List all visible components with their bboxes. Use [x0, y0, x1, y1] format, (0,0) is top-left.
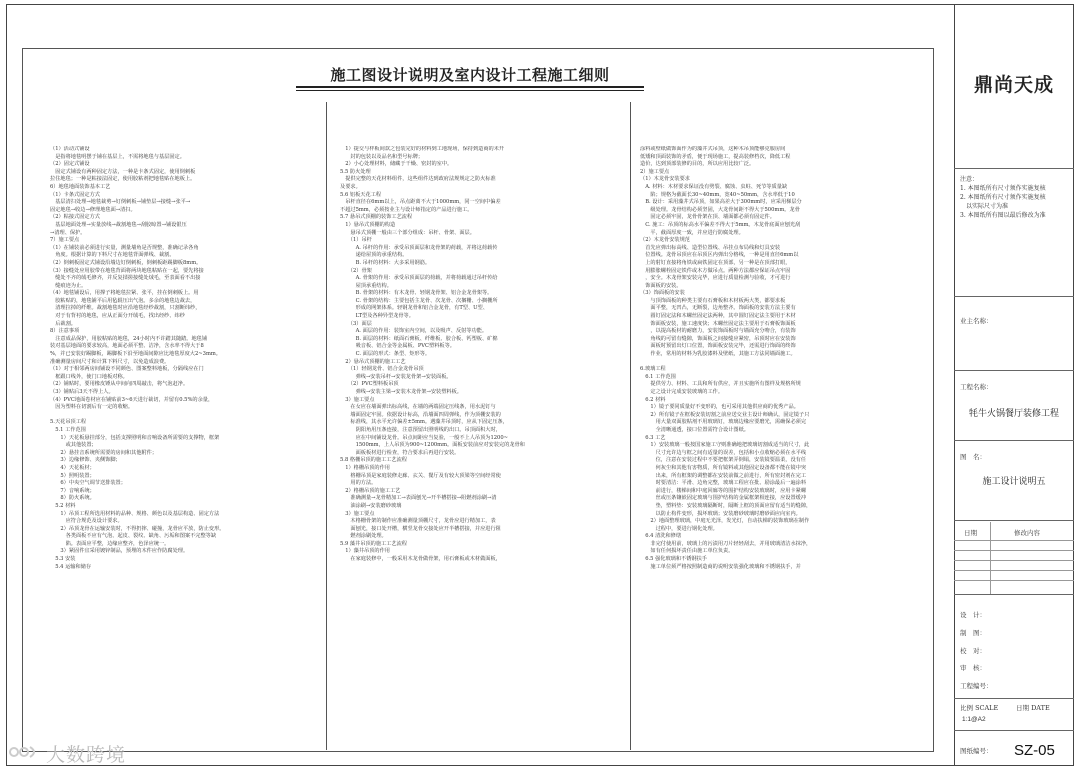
text-line: 缝痕迹为止。 [50, 282, 87, 289]
text-line: （1）活动式铺设 [50, 146, 90, 152]
text-line: 前进行，楼梯间和中庭回廊等的围护结构安装玻璃时，应用卡紧螺 [640, 487, 807, 494]
text-line: 5.5 防火处理 [340, 168, 371, 175]
text-line: （1）吊杆 [340, 237, 372, 244]
text-line: 缝处不齐的绒毛修齐，并反复揉搓接缝处绒毛，至表面看不出接 [50, 275, 201, 282]
text-line: 弹线→安装主梁→安装木龙骨架→安装塑料板。 [340, 389, 462, 395]
text-line: 用大量双面胶粘剂不用玻璃钉，玻璃边缘应要磨光，需确保必须完 [640, 419, 807, 426]
drawing-label: 图 名： [960, 453, 986, 461]
text-line: 何灰尘和其他有害物质，所有镜料或其他固定设备都不能在镜中突 [640, 464, 807, 471]
text-line: 时要清洁：平滑、边角完整，玻璃工程应在批、励涂最后一遍涂料 [640, 480, 807, 487]
text-line: 2）施工要点 [640, 168, 670, 175]
audit-label: 审 核： [960, 664, 986, 672]
text-line: （1）在铺装前必须进行实量，测量墙角是否规整，准确记录各角 [50, 244, 199, 251]
text-line: 2）悬挂音系统所需要的房间和其他附件； [50, 449, 158, 456]
text-line: 8）防火系统。 [50, 495, 95, 502]
watermark-text: 大数跨境 [46, 744, 127, 766]
project-name: 牦牛火锅餐厅装修工程 [968, 409, 1059, 419]
text-line: （3）面层 [340, 320, 372, 327]
text-line: 拉住地毯；一种是粘接法固定，使用胶粘剂把地毯贴在地板上。 [50, 176, 196, 183]
text-line: B. 吊杆的材料：大多采用钢筋。 [340, 259, 431, 266]
text-line: （4）地毯铺设后，用撑子将地毯拉紧、张平，挂在倒刺板上。用 [50, 290, 199, 297]
text-line: 定之设计完成安装玻璃的工作。 [640, 389, 724, 395]
text-line: 6.5 强化玻璃和不锈钢扶手 [640, 556, 707, 563]
text-line: （2）骨架 [340, 267, 372, 274]
text-line: （2）粘接式固定方式 [50, 214, 100, 221]
text-line: （4）PVC地面卷材应在铺贴前3~6天进行裁切，并留有0.5%的余量， [50, 396, 214, 403]
date-en-label: 日期 DATE [1016, 704, 1050, 712]
text-line: 封的包装以及品名和型号标牌； [340, 153, 424, 160]
text-line: 作业，常用的材料为乳胶漆料及壁纸，其施工方法同墙面施工。 [640, 351, 796, 358]
text-line: （2）铺贴时，要用橡皮锤从中间向四周敲击，将气泡赶净。 [50, 381, 189, 388]
text-line: ，以提高板材的耐磨力，安装饰面板时与墙面充分吻合，有装饰 [640, 328, 796, 335]
text-column-1 [50, 146, 322, 571]
text-line: 屋顶承重结构。 [340, 282, 392, 289]
text-line: 后裁割。 [50, 320, 76, 327]
text-line: 陷。表面应平整，边缘应整齐，色泽应统一。 [50, 540, 170, 547]
text-line: 级处理。龙骨结构必须坚固，大龙骨间距不得大于500mm。龙骨 [640, 206, 800, 213]
text-line: A. 材料：木材要求保证没有劈裂、腐蚀、虫蛀、死节等质量缺 [640, 183, 788, 190]
text-line: 饰面板安装，施工速度快；木螺丝固定法主要用于石膏板饰面板 [640, 320, 796, 327]
text-line: 角线的可留有缝隙，饰面板之间接缝应紧密，吊顶时应在安装饰 [640, 335, 796, 342]
revision-row [954, 540, 1074, 541]
text-line: 1）格栅吊顶的作用 [340, 464, 390, 471]
text-line: 是指将地毯明摆于铺在基层上，不需将地毯与基层固定。 [50, 153, 185, 160]
draw-label: 制 图： [960, 629, 986, 637]
text-line: 用的方法。 [340, 480, 377, 487]
revision-row [954, 570, 1074, 571]
text-line: 格栅吊顶是家庭装修走廊、玄关、餐厅及有较大顶梁等空间经常使 [340, 472, 501, 479]
text-line: 形成的网架体系。轻钢龙骨和铝合金龙骨，有T型、U型、 [340, 305, 488, 312]
text-line: ，安全。木龙骨架安装完毕，应进行质量检测与验收，才可进行 [640, 275, 791, 282]
text-line: 2）悬吊式顶棚的施工工艺 [340, 358, 406, 365]
title-block-divider [954, 594, 1074, 595]
text-line: 5）照明装置； [50, 472, 95, 479]
text-line: A. 面层的作用：装饰室内空间，以及吸声、反射等功能。 [340, 328, 488, 335]
text-line: 2）小心处理材料，储藏于干燥、密封的室中。 [340, 161, 453, 168]
text-line: 不超过5mm，必须按业主与设计师指定的产品进行施工。 [340, 206, 473, 213]
text-line: 非完付使用前，玻璃上的污渍用刀片轻轻刮去，并用玻璃清洁水抹净， [640, 540, 812, 547]
title-block-divider [954, 168, 1074, 169]
text-line: 面板时预留出灯口位置，饰面板安装完毕，还需进行饰面的终饰 [640, 343, 796, 350]
text-line: 提供完整的天花材料组件，这些组件达到政府法规规定之防火标准 [340, 176, 496, 183]
text-line: 如有任何损坏责任由施工单位负责。 [640, 548, 734, 555]
company-name: 鼎尚天成 [973, 74, 1054, 96]
scale-label: 比例 SCALE [960, 704, 999, 712]
text-line: 1）吊顶工程所选用材料的品种、规格、颜色以及基层构造、固定方法 [50, 510, 220, 517]
text-line: 注意成品保护，用胶粘贴的地毯，24小时内不许踏其随踏。地毯铺 [50, 335, 208, 342]
text-line: C. 施工：吊顶的标高水平偏差不得大于5mm。木龙骨底面应刨光刮 [640, 221, 801, 228]
text-line: 提供劳力、材料、工具和所有供应，并且实施所有图样及规格所规 [640, 381, 801, 388]
text-line: LT型及各种异型龙骨等。 [340, 313, 414, 320]
text-line: 1）安装玻璃一般按国家施工守则准确地把玻璃切割成适当的尺寸，此 [640, 442, 810, 449]
text-line: 施工单位须严格按照制造商的说明安装强化玻璃和不锈钢扶手，并 [640, 563, 801, 570]
text-line: 及要求。 [340, 183, 361, 190]
text-line: 丝或压条镶嵌固定玻璃与围护结构的金属框架相连接，应设置缓冲 [640, 495, 807, 502]
text-line: 6.3 工艺 [640, 434, 666, 441]
text-line: 在女应在墙面弹出标高线，在墙的两端固定压线条，用水泥钉与 [340, 404, 496, 411]
text-line: 5.1 工作范围 [50, 426, 86, 433]
title-block-divider [954, 520, 1074, 521]
text-line: 垫，塑料垫：安装玻璃隔断时，隔断上框的顶面应留有适当的缝隙， [640, 502, 812, 509]
text-line: 标准线，其水平允许偏差±5mm。遇藻井吊顶时，应从下固定压条， [340, 419, 508, 426]
text-line: 面刨光，接口处开槽，横竖龙骨交接处应开半槽搭接，并应进行阻 [340, 525, 501, 532]
text-line: 6.玻璃工程 [640, 366, 666, 373]
text-line: C. 面层的形式：条型、矩形等。 [340, 351, 431, 358]
text-line: 装对基层地面的要求较高，地面必须平整、洁净，含水率不得大于8 [50, 343, 204, 350]
sheet-no-label: 图纸编号： [960, 747, 993, 755]
text-line: 首先应弹出标高线、造型位置线、吊挂点布局线和灯具安装 [640, 244, 781, 251]
text-line: 6）中央空气调节送排装置； [50, 480, 126, 487]
note-item: 1. 本图纸所有尺寸须作实施复核 [960, 185, 1046, 192]
text-line: C. 骨架的结构：主要包括主龙骨、次龙骨、次搁栅、小搁栅所 [340, 297, 498, 304]
text-line: 上的射钉直接将角铁或扁铁固定在顶部，另一种是在顶部打眼， [640, 259, 791, 266]
text-line: 或其他装置； [50, 442, 97, 449]
text-line: 位，注意在安装过程中不要把框架弄倒塌，安装镜要温柔，没有任 [640, 457, 807, 464]
check-label: 校 对： [960, 647, 986, 655]
text-line: 6.4 清洗和修缮 [640, 533, 682, 540]
text-line: 1）提交与样板间款之包装完好的材料到工地现场，保持到造商的未开 [340, 146, 505, 152]
text-line: 低矮和顶面装饰的矛盾，便于现场施工，提高装修档次，降低工程 [640, 153, 791, 160]
text-line: 墙面固定牢固。依据设计标高，沿墙面四周弹线，作为顶棚安装的 [340, 411, 501, 418]
text-line: （1）卡条式固定方式 [50, 191, 100, 198]
text-line: 框跟口线外，使门口地板对称。 [50, 373, 128, 380]
date-header: 日期 [964, 529, 977, 537]
text-line: 涂料或壁纸做饰面作为的藻井式吊顶，这种木吊顶能够克服房间 [640, 146, 786, 152]
text-line: 应符合规范及设计要求。 [50, 518, 123, 525]
text-line: 1）藻井吊顶的作用 [340, 548, 390, 555]
text-line: 5.8 格栅吊顶的施工工艺流程 [340, 457, 407, 464]
text-line: 弹线→安装吊杆→安装龙骨架→安装面板。 [340, 373, 452, 380]
watermark-logo-icon [8, 741, 42, 763]
text-line: 用膨胀螺栓固定铁件或木方做吊点。两种方法都应保证吊点牢固 [640, 267, 791, 274]
note-item: 3. 本图纸所有图以最后修改为准 [960, 212, 1046, 219]
text-line: 2）地面整理玻璃，中庭无光泽，发光灯，自动扶梯的装饰玻璃在制作 [640, 518, 810, 525]
text-line: 3）边缘修饰、夹侧饰脚； [50, 457, 121, 464]
revision-row [954, 560, 1074, 561]
text-line: 陷；规格为截面长30~40mm，宽40~50mm，含水率低于10 [640, 191, 795, 198]
text-line: 全清晰通透，接口位置需符合设计图纸。 [640, 426, 749, 433]
text-line: 递给屋顶的承重结构。 [340, 252, 408, 259]
title-block-divider [954, 440, 1074, 441]
scale-value: 1:1@A2 [962, 716, 986, 723]
text-line: 清理拉掉的纤维。裁割地毯时应沿地毯经纱裁割，只割断纬纱， [50, 305, 201, 312]
note-item: 2. 本图纸所有尺寸须作实施复核 [960, 194, 1046, 201]
text-line: 燃剂涂刷处理。 [340, 533, 387, 540]
text-line: 2）吊顶龙骨在运输安装时，不得扔摔、碰撞，龙骨应平放，防止变形。 [50, 525, 225, 532]
text-line: 1）镜子要同质量好不变形的，也可采用其他供应商的优秀产品。 [640, 404, 799, 411]
column-divider [630, 102, 631, 750]
design-label: 设 计： [960, 611, 986, 619]
text-line: 应在中间铺设龙骨。吊点间距应当复验，一般不上人吊顶为1200~ [340, 434, 508, 441]
text-line: 对于有背衬的地毯，应从正面分开绒毛，找出经纱、纬纱 [50, 313, 185, 320]
text-line: 8）注意事项 [50, 328, 80, 335]
text-line: 6）地毯地面装饰基本工艺 [50, 183, 111, 190]
text-line: 角度。根据计算的下料尺寸在地毯背面弹线、裁割。 [50, 252, 175, 259]
text-line: 5.天花吊顶工程 [50, 419, 87, 426]
text-line [50, 412, 322, 420]
text-line: 准确测量房间尺寸和计算下料尺寸，以免造成浪费。 [50, 358, 170, 365]
title-block-divider [954, 730, 1074, 731]
text-line: 5.2 材料 [50, 502, 76, 509]
text-line: 悬吊式顶棚一般由三个部分组成：吊杆、骨架、面层。 [340, 229, 475, 236]
text-line: 5.7 悬吊式顶棚的装饰工艺流程 [340, 214, 413, 221]
text-line: 出来，所有框架的调整都在安装前做之前进行，所有密封剂在完工 [640, 472, 807, 479]
text-line: 饰面板的安装。 [640, 282, 682, 289]
project-no-label: 工程编号： [960, 682, 993, 690]
text-line: （3）接缝处应用胶带在地毯背面将两块地毯粘贴在一起，要先将接 [50, 267, 204, 274]
text-line: 7）施工要点 [50, 237, 80, 244]
text-line: 3）施工要点 [340, 510, 375, 517]
text-line: 7）音响系统； [50, 487, 95, 494]
title-underline [296, 86, 644, 88]
revision-header: 修改内容 [1014, 529, 1040, 537]
text-line: 1500mm，上人吊顶为900~1200mm。面板安装前应对安装完的龙骨和 [340, 442, 525, 449]
notes-title: 注意： [960, 176, 979, 183]
text-line: 5.3 安装 [50, 556, 76, 563]
text-line: 3）施工要点 [340, 396, 375, 403]
text-line: →清理、保护。 [50, 229, 86, 236]
text-line: 5.6 铝板天花工程 [340, 191, 382, 198]
text-line: （2）木龙骨安装规范 [640, 237, 690, 244]
text-line: （3）铺贴后3天不得上人。 [50, 389, 114, 395]
text-line: （1）轻钢龙骨、铝合金龙骨吊顶 [340, 366, 424, 373]
text-line: 过程中，要进行钢化处理。 [640, 525, 718, 532]
text-line: 以防止构件变形，损坏玻璃；安装磨砂玻璃时磨砂面应向室内。 [640, 510, 801, 517]
text-line: 胶粘贴的，地毯铺平后用毡辊压出气泡。多余的地毯边裁去， [50, 297, 196, 304]
revision-row [954, 580, 1074, 581]
text-line: 造价，达到顶部装修的目的，所以应用比较广泛。 [640, 161, 755, 168]
title-block-divider [954, 698, 1074, 699]
text-line: 圆钉固定法和木螺丝固定法两种，其中圆钉固定法主要用于木材 [640, 313, 796, 320]
text-line: （3）饰面板的安装 [640, 290, 685, 297]
text-line: 油涂刷→安装磨砂玻璃 [340, 502, 402, 509]
text-line: B. 骨架的材料：有木龙骨、轻钢龙骨架、铝合金龙骨架等。 [340, 290, 493, 297]
title-block-divider [954, 370, 1074, 371]
owner-label: 业主名称： [960, 317, 993, 325]
title-underline-thin [296, 90, 644, 91]
text-line: 与顶饰面板的种类主要有石膏板和木材板两大类，都要求板 [640, 297, 786, 304]
text-line: 平，截面厚度一致，并应进行防腐处理。 [640, 229, 744, 236]
text-line: 1）天花板悬挂部分，包括支撑照明和音响设备所需要的支撑物，框架 [50, 434, 220, 441]
text-line: 4）天花板材； [50, 464, 95, 471]
text-line: 尺寸允许边与框之间有适量的误差，包括和小点收缩必须在水平线 [640, 449, 807, 456]
text-line: 1）悬吊式顶棚的构造 [340, 221, 396, 228]
sheet-number: SZ-05 [1014, 742, 1055, 759]
text-line: 阴阳角用压条连接，注意预留出照明线的出口。吊顶面积大时， [340, 426, 501, 433]
text-line: 2）所有镜子在框板安装切割之前应送交业主设计师确认，固定镜子只 [640, 411, 810, 418]
text-line: 木格栅骨架的制作应准确测量顶棚尺寸，龙骨应进行精加工，表 [340, 518, 496, 525]
text-line: 基层地面处理→实量放线→裁割地毯→刮胶晾置→铺设银压 [50, 221, 187, 228]
text-column-2 [340, 146, 624, 564]
text-line: 吸音板、铝合金等金属板、PVC塑料板等。 [340, 343, 455, 350]
text-line: （1）对于相邻两房间铺设不同颜色、图案整料地板，分隔线应在门 [50, 366, 204, 373]
text-line: 2）格栅吊顶的施工工艺 [340, 487, 401, 494]
revision-row [954, 550, 1074, 551]
text-line: 面平整，无凹凸，无断裂，边角整齐。饰面板的安装方法主要有 [640, 305, 796, 312]
text-line: 各类面板不应有气泡、起皮、裂纹、缺角、污垢和图案不完整等缺 [50, 533, 217, 540]
text-line: 3）紧固件宜采用镀锌制品，预埋的木件应作防腐处理。 [50, 548, 189, 555]
text-line [640, 359, 928, 367]
text-line: 基层清扫处理→地毯裁剪→钉倒刺板→铺垫层→接缝→张平→ [50, 199, 191, 206]
text-line: 6.1 工作范围 [640, 373, 676, 380]
revision-column-divider [990, 522, 991, 594]
text-line: 6.2 材料 [640, 396, 666, 403]
text-line: （1）木龙骨安装要求 [640, 176, 690, 183]
note-item: 以实际尺寸为准 [966, 203, 1009, 210]
text-line: （2）固定式铺设 [50, 161, 90, 168]
text-line: 准确测量→龙骨精加工→表面刨光→开半槽搭接→阻燃剂涂刷→清 [340, 495, 497, 502]
title-block-divider [954, 296, 1074, 297]
text-line: 5.9 藻井吊顶的施工工艺流程 [340, 540, 407, 547]
document-title: 施工图设计说明及室内设计工程施工细则 [330, 66, 610, 84]
text-line: 固定地毯→收边→修理地毯面→清扫。 [50, 206, 136, 213]
text-line: B. 面层的材料：纸面石膏板、纤维板、胶合板、钙塑板、矿棉 [340, 335, 498, 342]
text-line: 在家庭装修中，一般采用木龙骨做骨架，用石膏板或木材做面板， [340, 556, 501, 563]
text-line: %，并已安装好踢脚板，踢脚板下沿至地面间隙应比地毯厚度大2~3mm。 [50, 351, 221, 358]
text-column-3 [640, 146, 928, 571]
project-label: 工程名称： [960, 383, 993, 391]
column-divider [326, 102, 327, 750]
drawing-name: 施工设计说明五 [982, 477, 1046, 487]
text-line: A. 骨架的作用：承受吊顶面层的荷载，并将荷载通过吊杆传给 [340, 275, 498, 282]
text-line: 因为塑料在切割后有一定的收缩。 [50, 404, 134, 411]
text-line: 位置线。龙骨吊顶应在吊顶区内弹出分格线，一种是用直径6mm以 [640, 252, 799, 259]
text-line: 面板板材进行检查，符合要求后再进行安装。 [340, 449, 460, 456]
text-line: （2）PVC塑料板吊顶 [340, 381, 399, 388]
text-line: A. 吊杆的作用：承受吊顶面层和龙骨架的荷载，并将这荷载传 [340, 244, 498, 251]
text-line: 固定式铺设有两种固定方法，一种是卡条式固定，使用倒刺板 [50, 168, 196, 175]
text-line: 固定必须牢固，龙骨骨架在顶、墙面都必须有固定件。 [640, 214, 775, 221]
text-line: （2）倒刺板固定式铺设沿墙边钉倒刺板，倒刺板距踢脚板8mm。 [50, 259, 202, 266]
text-line: 5.4 运输和储存 [50, 563, 92, 570]
text-line: B. 设计：采用藻井式吊顶，如果高差大于300mm时，应采用梯层分 [640, 199, 802, 206]
text-line: 吊杆直径在6mm以上，吊点距离不大于1000mm，同一空间中偏差 [340, 199, 501, 206]
